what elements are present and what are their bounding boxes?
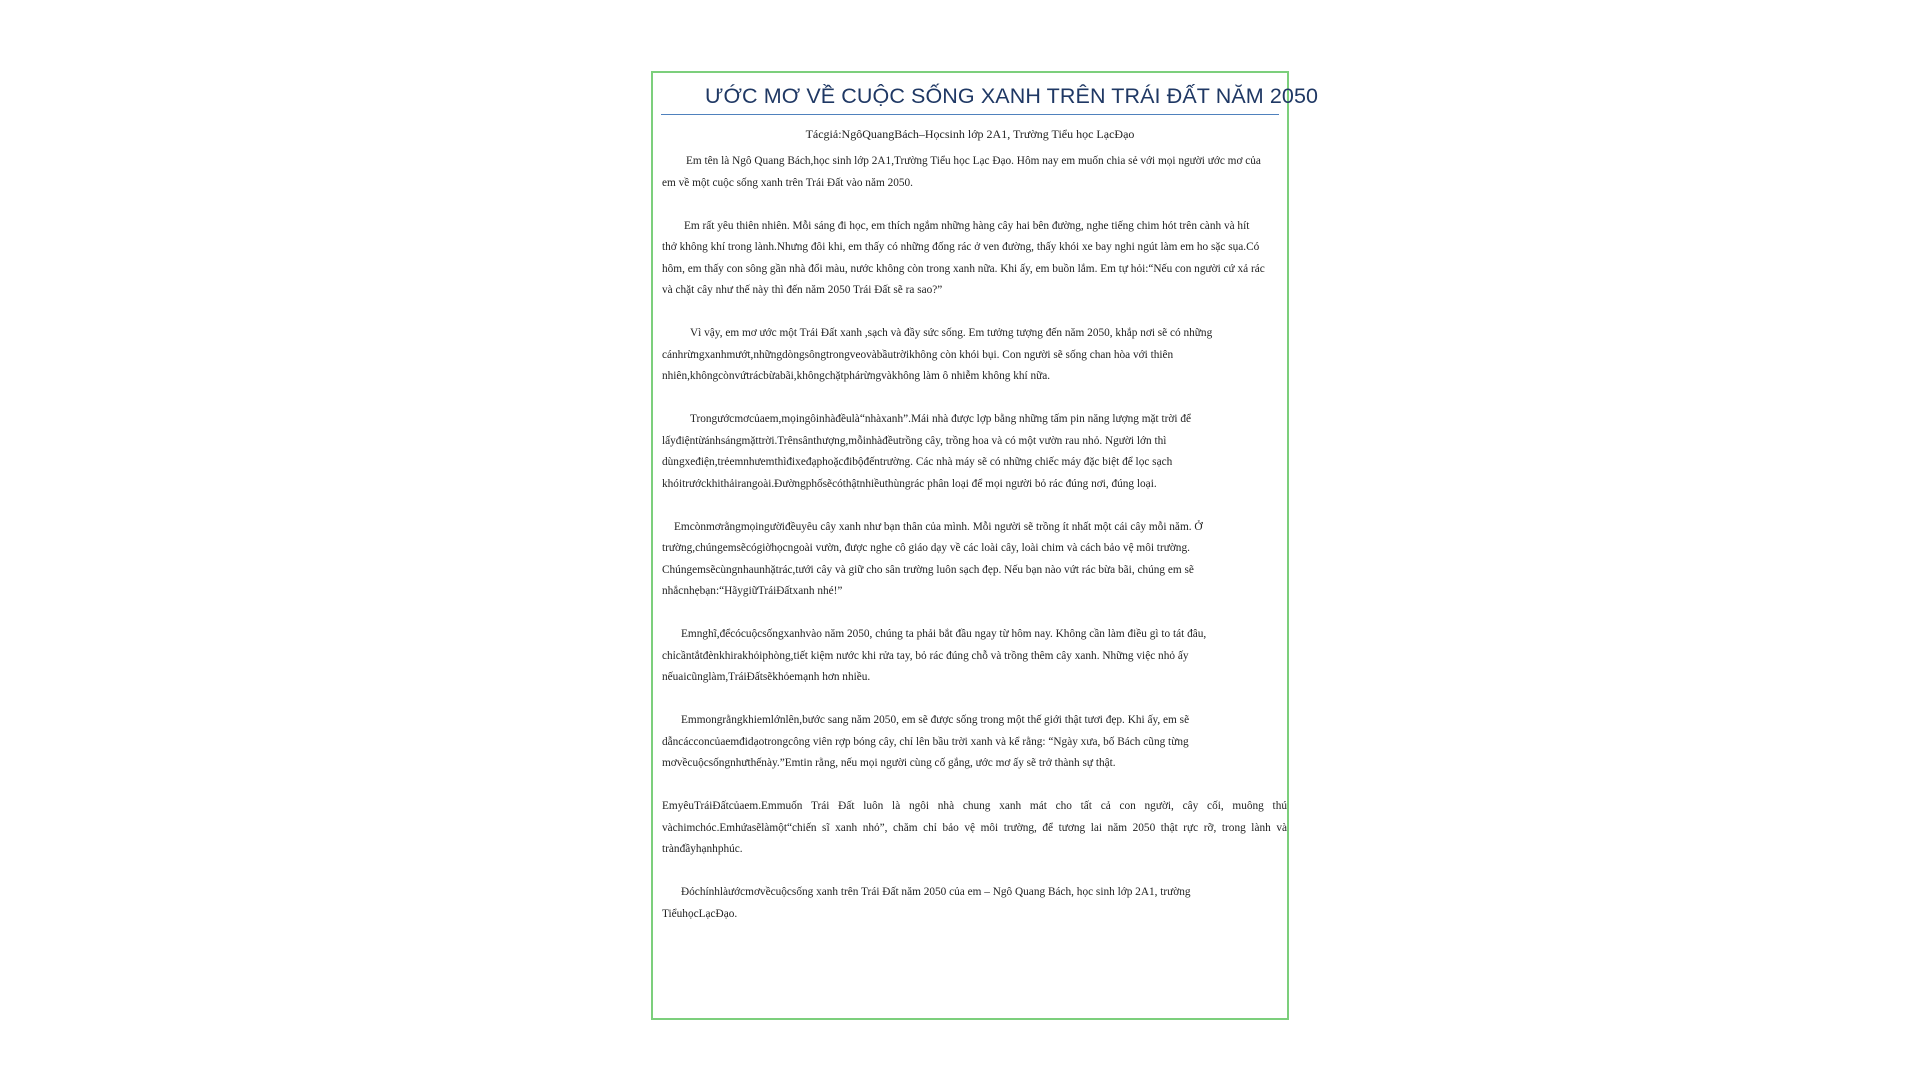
author-line: Tácgiả:NgôQuangBách–Họcsinh lớp 2A1, Trường Tiểu học LạcĐạo [805,127,1135,141]
paragraph-dream-green-earth: Vì vậy, em mơ ước một Trái Đất xanh ,sạch và đầy sức sống. Em tưởng tượng đến năm 2050, khắp nơi sẽ có những cánhrừngxanhmướt,nhữngdòngsôngtrongveovàbầutrờikhông còn khói bụi. Con người sẽ sống chan hòa với thiên nhiên,khôngcònvứtrácbừabãi,khôngchặtphárừngvàkhông làm ô nhiễm không khí nữa. [662,327,1213,382]
paragraph-promise: EmyêuTráiĐấtcủaem.Emmuốn Trái Đất luôn là ngôi nhà chung xanh mát cho tất cả con người, cây cối, muông thú vàchimchóc.Emhứasẽlàmột“chiến sĩ xanh nhỏ”, chăm chỉ bảo vệ môi trường, để tương lai năm 2050 thật rực rỡ, trong lành và trànđầyhạnhphúc. [662,800,1287,855]
paragraph-love-trees: Emcònmơrằngmọingườiđềuyêu cây xanh như bạn thân của mình. Mỗi người sẽ trồng ít nhất một cái cây mỗi năm. Ở trường,chúngemsẽcógiờhọcngoài vườn, được nghe cô giáo dạy về các loài cây, loài chim và cách bảo vệ môi trường. Chúngemsẽcùngnhaunhặtrác,tưới cây và giữ cho sân trường luôn sạch đẹp. Nếu bạn nào vứt rác bừa bãi, chúng em sẽ nhắcnhẹbạn:“HãygiữTráiĐấtxanh nhé!” [662,520,1203,597]
document-body [662,151,1287,947]
document-title: ƯỚC MƠ VỀ CUỘC SỐNG XANH TRÊN TRÁI ĐẤT NĂM 2050 [705,84,1319,108]
paragraph-green-houses: Trongướcmơcủaem,mọingôinhàđềulà“nhàxanh”.Mái nhà được lợp bằng những tấm pin năng lượng mặt trời để lấyđiệntừánhsángmặttrời.Trênsânthượng,mỗinhàđềutrồng cây, trồng hoa và có một vườn rau nhỏ. Người lớn thì dùngxeđiện,trẻemnhưemthìđixeđạphoặcđibộđếntrường. Các nhà máy sẽ có những chiếc máy đặc biệt để lọc sạch khóitrướckhithảirangoài.Đườngphốsẽcóthậtnhiềuthùngrác phân loại để mọi người bỏ rác đúng nơi, đúng loại. [662,413,1192,490]
paragraph-closing: Đóchínhlàướcmơvềcuộcsống xanh trên Trái Đất năm 2050 của em – Ngô Quang Bách, học sinh lớp 2A1, trường TiểuhọcLạcĐạo. [662,886,1191,920]
paragraph-love-nature: Em rất yêu thiên nhiên. Mỗi sáng đi học, em thích ngắm những hàng cây hai bên đường, nghe tiếng chim hót trên cành và hít thở không khí trong lành.Nhưng đôi khi, em thấy có những đống rác ở ven đường, thấy khói xe bay nghi ngút làm em ho sặc sụa.Có hôm, em thấy con sông gần nhà đổi màu, nước không còn trong xanh nữa. Khi ấy, em buồn lắm. Em tự hỏi:“Nếu con người cứ xả rác và chặt cây như thế này thì đến năm 2050 Trái Đất sẽ ra sao?” [662,219,1265,296]
document-page [651,71,1319,1020]
paragraph-start-today: Emnghĩ,đểcócuộcsốngxanhvào năm 2050, chúng ta phải bắt đầu ngay từ hôm nay. Không cần làm điều gì to tát đâu, chỉcầntắtđènkhirakhỏiphòng,tiết kiệm nước khi rửa tay, bỏ rác đúng chỗ và trồng thêm cây xanh. Những việc nhỏ ấy nếuaicũnglàm,TráiĐấtsẽkhỏemạnh hơn nhiều. [662,628,1207,683]
title-underline [661,114,1279,115]
paragraph-intro: Em tên là Ngô Quang Bách,học sinh lớp 2A1,Trường Tiểu học Lạc Đạo. Hôm nay em muốn chia sẻ với mọi người ước mơ của em về một cuộc sống xanh trên Trái Đất vào năm 2050. [662,155,1261,189]
paragraph-future-hope: Emmongrằngkhiemlớnlên,bước sang năm 2050, em sẽ được sống trong một thế giới thật tươi đẹp. Khi ấy, em sẽ dẫncácconcủaemđidạotrongcông viên rợp bóng cây, chỉ lên bầu trời xanh và kể rằng: “Ngày xưa, bố Bách cũng từng mơvềcuộcsốngnhưthếnày.”Emtin rằng, nếu mọi người cùng cố gắng, ước mơ ấy sẽ trở thành sự thật. [662,714,1190,769]
